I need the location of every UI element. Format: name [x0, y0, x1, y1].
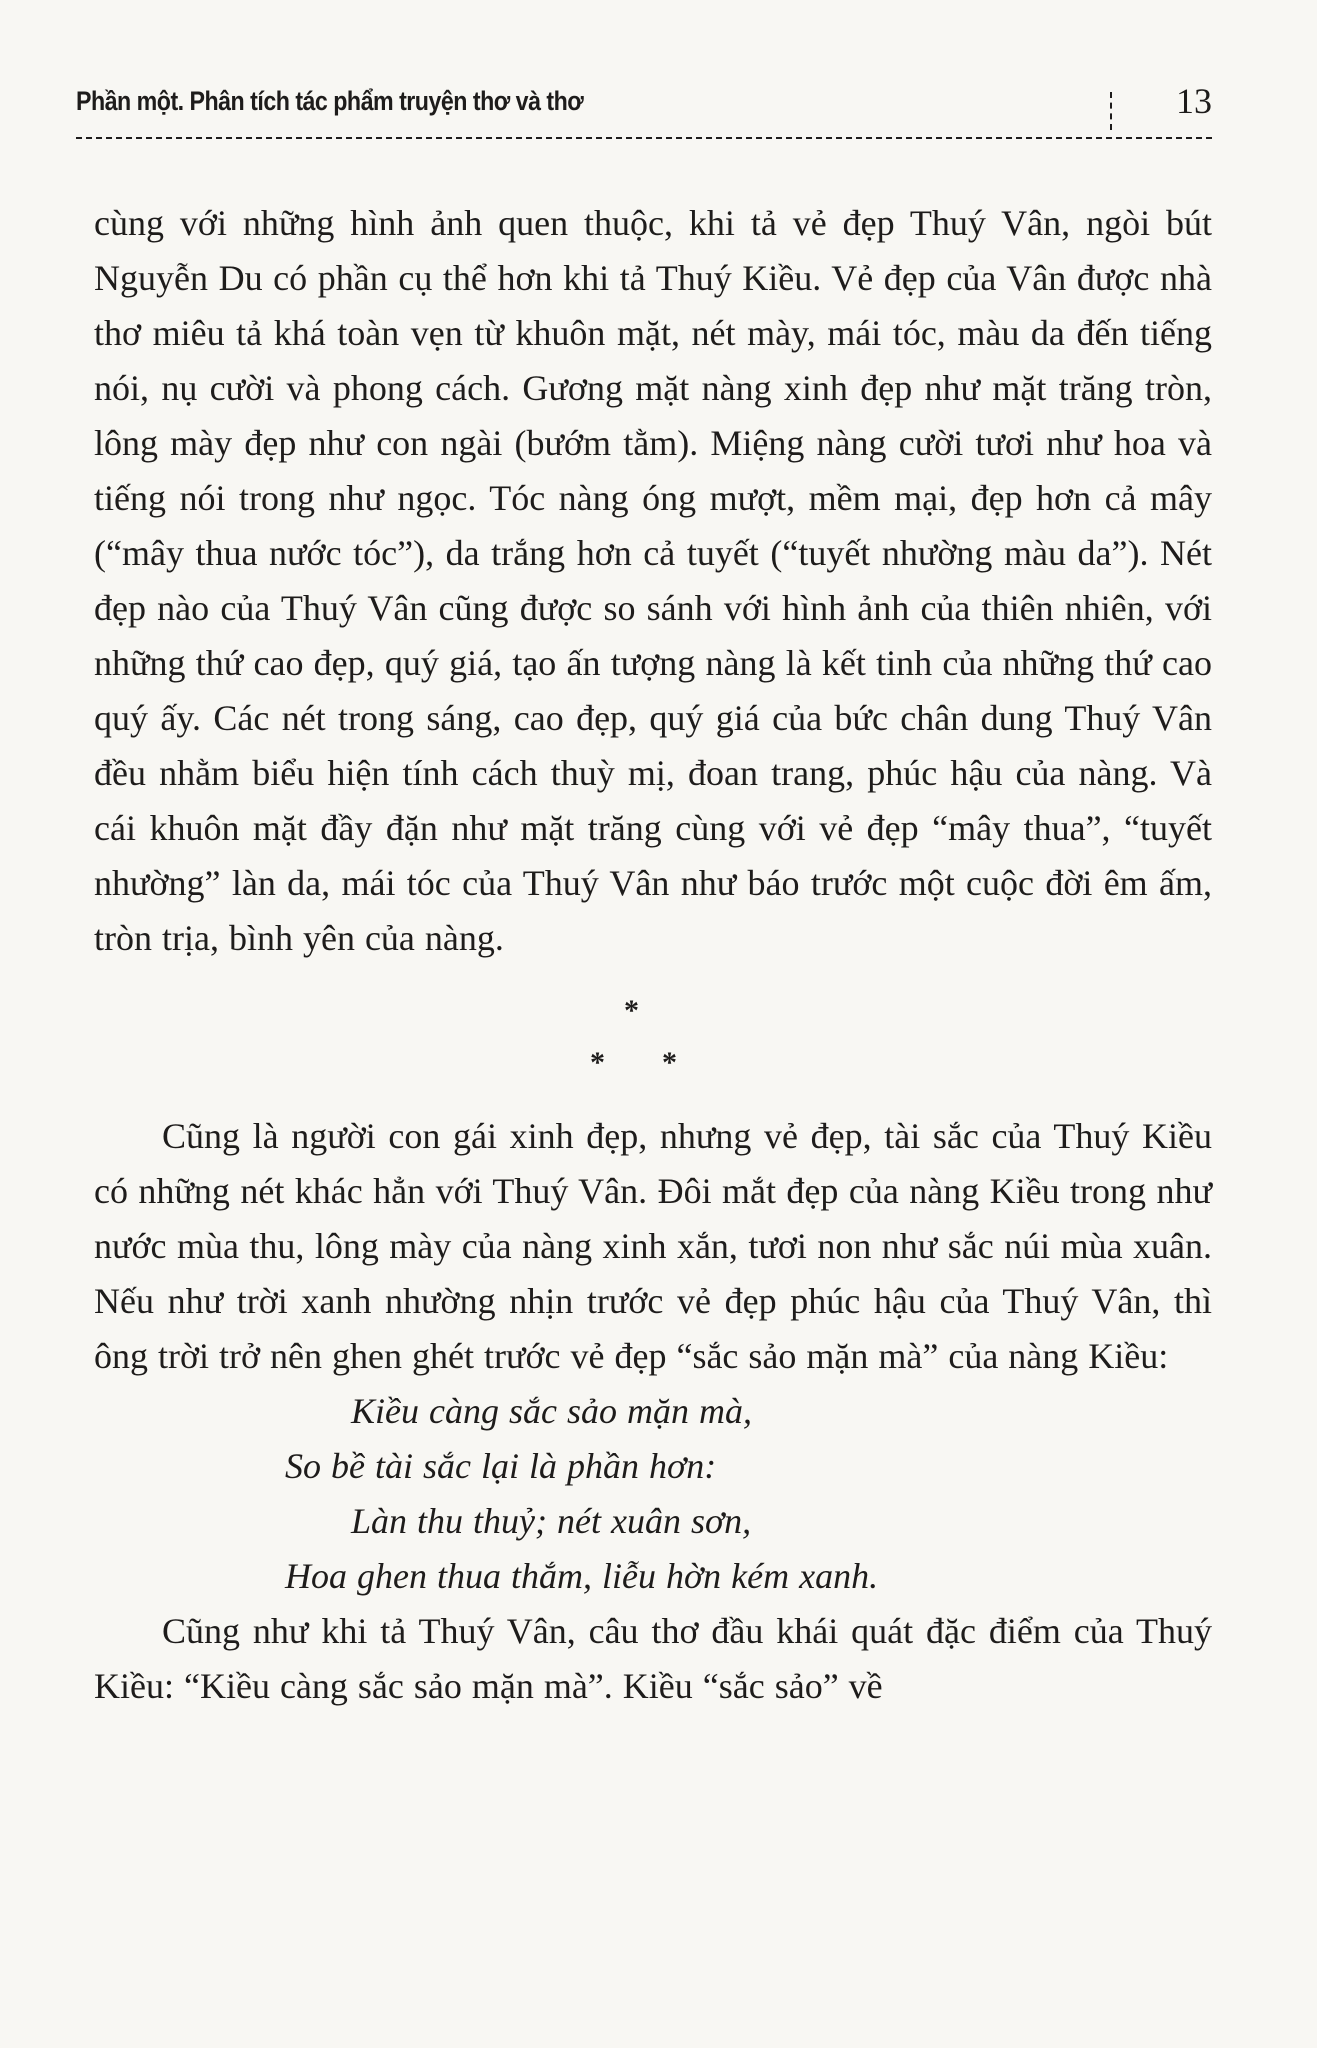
verse-line: Kiều càng sắc sảo mặn mà, — [351, 1391, 752, 1431]
paragraph-1: cùng với những hình ảnh quen thuộc, khi tả vẻ đẹp Thuý Vân, ngòi bút Nguyễn Du có phần cụ thể hơn khi tả Thuý Kiều. Vẻ đẹp của Vân được nhà thơ miêu tả khá toàn vẹn từ khuôn mặt, nét mày, mái tóc, màu da đến tiếng nói, nụ cười và phong cách. Gương mặt nàng xinh đẹp như mặt trăng tròn, lông mày đẹp như con ngài (bướm tằm). Miệng nàng cười tươi như hoa và tiếng nói trong như ngọc. Tóc nàng óng mượt, mềm mại, đẹp hơn cả mây (“mây thua nước tóc”), da trắng hơn cả tuyết (“tuyết nhường màu da”). Nét đẹp nào của Thuý Vân cũng được so sánh với hình ảnh của thiên nhiên, với những thứ cao đẹp, quý giá, tạo ấn tượng nàng là kết tinh của những thứ cao quý ấy. Các nét trong sáng, cao đẹp, quý giá của bức chân dung Thuý Vân đều nhằm biểu hiện tính cách thuỳ mị, đoan trang, phúc hậu của nàng. Và cái khuôn mặt đầy đặn như mặt trăng cùng với vẻ đẹp “mây thua”, “tuyết nhường” làn da, mái tóc của Thuý Vân như báo trước một cuộc đời êm ấm, tròn trịa, bình yên của nàng. — [94, 203, 1212, 958]
separator-star: * — [624, 994, 639, 1027]
page-number: 13 — [1176, 81, 1212, 121]
separator-star: * — [590, 1046, 605, 1079]
header-tick-mark — [1110, 92, 1112, 130]
section-separator — [94, 966, 1212, 1109]
verse-line: Hoa ghen thua thắm, liễu hờn kém xanh. — [285, 1556, 879, 1596]
verse-line: So bề tài sắc lại là phần hơn: — [285, 1446, 717, 1486]
page-body — [94, 196, 1212, 1714]
separator-star: * — [662, 1046, 677, 1079]
header-dashed-rule — [76, 137, 1212, 139]
verse-line: Làn thu thuỷ; nét xuân sơn, — [351, 1501, 752, 1541]
paragraph-2: Cũng là người con gái xinh đẹp, nhưng vẻ đẹp, tài sắc của Thuý Kiều có những nét khác hẳn với Thuý Vân. Đôi mắt đẹp của nàng Kiều trong như nước mùa thu, lông mày của nàng xinh xắn, tươi non như sắc núi mùa xuân. Nếu như trời xanh nhường nhịn trước vẻ đẹp phúc hậu của Thuý Vân, thì ông trời trở nên ghen ghét trước vẻ đẹp “sắc sảo mặn mà” của nàng Kiều: — [94, 1116, 1212, 1376]
running-title: Phần một. Phân tích tác phẩm truyện thơ và thơ — [76, 86, 584, 116]
verse-quote — [94, 1384, 1212, 1604]
paragraph-3: Cũng như khi tả Thuý Vân, câu thơ đầu khái quát đặc điểm của Thuý Kiều: “Kiều càng sắc sảo mặn mà”. Kiều “sắc sảo” về — [94, 1611, 1212, 1706]
page-header — [76, 81, 1212, 130]
